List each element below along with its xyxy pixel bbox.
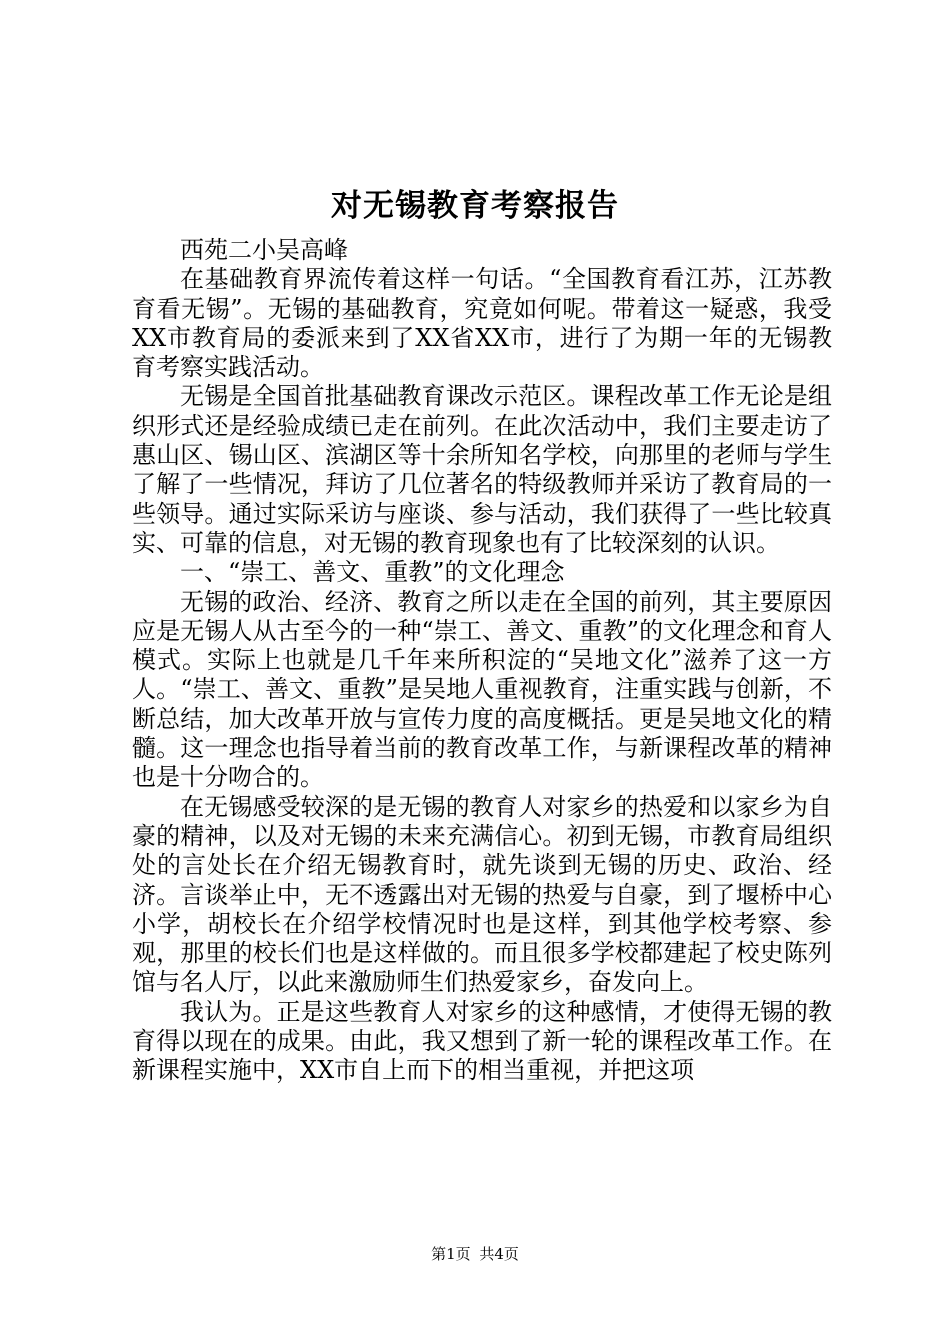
author-line: 西苑二小吴高峰 [180, 236, 348, 264]
page-number: 第1页 [431, 1245, 471, 1263]
paragraph: 无锡的政治、经济、教育之所以走在全国的前列，其主要原因应是无锡人从古至今的一种“崇工、善文、重教”的文化理念和育人模式。实际上也就是几千年来所积淀的“吴地文化”滋养了这一方人。“崇工、善文、重教”是吴地人重视教育，注重实践与创新，不断总结，加大改革开放与宣传力度的高度概括。更是吴地文化的精髓。这一理念也指导着当前的教育改革工作，与新课程改革的精神也是十分吻合的。 [132, 587, 832, 792]
page-footer [0, 1244, 950, 1264]
paragraph: 无锡是全国首批基础教育课改示范区。课程改革工作无论是组织形式还是经验成绩已走在前列。在此次活动中，我们主要走访了惠山区、锡山区、滨湖区等十余所知名学校，向那里的老师与学生了解了一些情况，拜访了几位著名的特级教师并采访了教育局的一些领导。通过实际采访与座谈、参与活动，我们获得了一些比较真实、可靠的信息，对无锡的教育现象也有了比较深刻的认识。 [132, 382, 832, 557]
paragraph: 在基础教育界流传着这样一句话。“全国教育看江苏，江苏教育看无锡”。无锡的基础教育，究竟如何呢。带着这一疑惑，我受XX市教育局的委派来到了XX省XX市，进行了为期一年的无锡教育考察实践活动。 [132, 265, 832, 382]
paragraph: 在无锡感受较深的是无锡的教育人对家乡的热爱和以家乡为自豪的精神，以及对无锡的未来充满信心。初到无锡，市教育局组织处的言处长在介绍无锡教育时，就先谈到无锡的历史、政治、经济。言谈举止中，无不透露出对无锡的热爱与自豪，到了堰桥中心小学，胡校长在介绍学校情况时也是这样，到其他学校考察、参观，那里的校长们也是这样做的。而且很多学校都建起了校史陈列馆与名人厅，以此来激励师生们热爱家乡，奋发向上。 [132, 792, 832, 997]
paragraph: 我认为。正是这些教育人对家乡的这种感情，才使得无锡的教育得以现在的成果。由此，我又想到了新一轮的课程改革工作。在新课程实施中，XX市自上而下的相当重视，并把这项 [132, 997, 832, 1085]
document-body [132, 236, 832, 1086]
section-heading: 一、“崇工、善文、重教”的文化理念 [180, 558, 565, 587]
page-total: 共4页 [479, 1245, 519, 1263]
document-title: 对无锡教育考察报告 [331, 188, 619, 224]
